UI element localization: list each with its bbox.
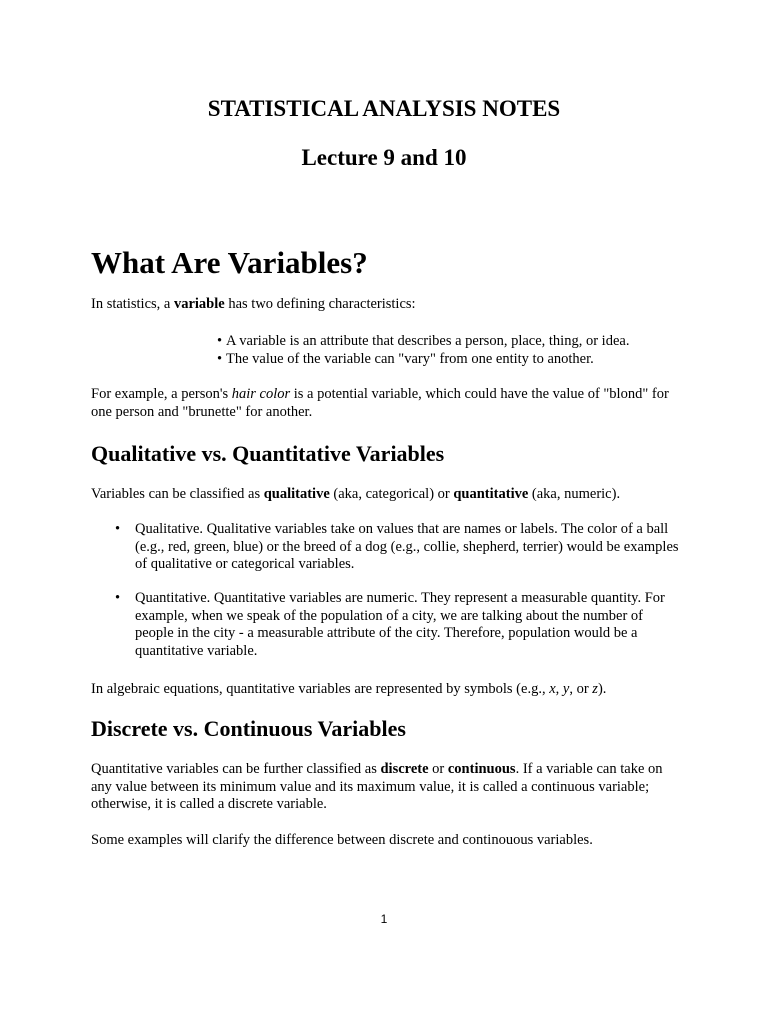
example-paragraph <box>91 386 681 421</box>
classification-text: (aka, categorical) or <box>329 486 454 502</box>
bullet-text: The value of the variable can "vary" from one entity to another. <box>226 351 594 367</box>
closing-paragraph: Some examples will clarify the difference between discrete and continouous variables. <box>91 832 593 848</box>
term-hair-color: hair color <box>231 386 291 402</box>
section-heading-qualitative-quantitative: Qualitative vs. Quantitative Variables <box>91 441 445 466</box>
document-subtitle: Lecture 9 and 10 <box>301 145 467 170</box>
bullet-icon: • <box>217 333 223 349</box>
section-heading-variables: What Are Variables? <box>91 245 368 280</box>
page-number: 1 <box>380 912 388 926</box>
list-item-text: Quantitative. Quantitative variables are numeric. They represent a measurable quantity. For example, when we speak of the population of a city, we are talking about the number of people in the city - a measurable attribute of the city. Therefore, population would be a quantitative variable. <box>135 590 665 659</box>
example-text: is a potential variable, which could have the value of "blond" for one person and "brunette" for another. <box>91 386 669 420</box>
intro-text: has two defining characteristics: <box>224 296 416 312</box>
list-item-text: Qualitative. Qualitative variables take on values that are names or labels. The color of a ball (e.g., red, green, blue) or the breed of a dog (e.g., collie, shepherd, terrier) would be examples of qualitative or categorical variables. <box>135 521 679 572</box>
discrete-text: Quantitative variables can be further classified as <box>91 761 381 777</box>
term-quantitative: quantitative <box>453 486 529 502</box>
symbol-x: x <box>549 681 556 697</box>
example-text: For example, a person's <box>91 386 232 402</box>
bullet-icon: • <box>115 521 121 537</box>
symbol-z: z <box>592 681 598 697</box>
algebra-text: , or <box>569 681 593 697</box>
variables-intro-paragraph <box>91 296 691 314</box>
classification-text: Variables can be classified as <box>91 486 264 502</box>
document-title: STATISTICAL ANALYSIS NOTES <box>207 96 561 121</box>
section-heading-discrete-continuous: Discrete vs. Continuous Variables <box>91 716 406 741</box>
algebra-paragraph <box>91 681 691 699</box>
term-continuous: continuous <box>447 761 516 777</box>
list-item-qualitative <box>115 521 680 574</box>
classification-paragraph <box>91 486 691 504</box>
bullet-text: A variable is an attribute that describes a person, place, thing, or idea. <box>226 333 630 349</box>
algebra-text: In algebraic equations, quantitative variables are represented by symbols (e.g., <box>91 681 550 697</box>
intro-text: In statistics, a <box>91 296 174 312</box>
discrete-continuous-paragraph <box>91 761 681 814</box>
discrete-text: . If a variable can take on any value between its minimum value and its maximum value, it is called a continuous variable; otherwise, it is called a discrete variable. <box>91 761 663 812</box>
symbol-y: y <box>562 681 570 697</box>
bullet-icon: • <box>217 351 223 367</box>
discrete-text: or <box>428 761 448 777</box>
algebra-text: , <box>555 681 563 697</box>
term-variable: variable <box>173 296 225 312</box>
classification-text: (aka, numeric). <box>528 486 621 502</box>
list-item <box>217 332 629 351</box>
term-discrete: discrete <box>380 761 429 777</box>
list-item-quantitative <box>115 590 680 660</box>
list-item <box>217 350 594 369</box>
algebra-text: ). <box>597 681 607 697</box>
bullet-icon: • <box>115 590 121 606</box>
term-qualitative: qualitative <box>263 486 330 502</box>
